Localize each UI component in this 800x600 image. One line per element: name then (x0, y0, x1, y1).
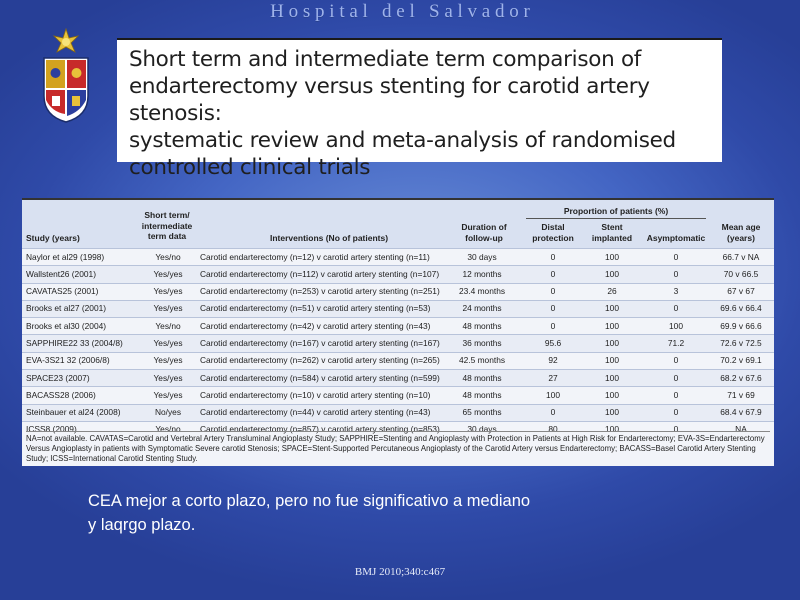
cell-age: 68.4 v 67.9 (720, 407, 762, 418)
cell-stent: 100 (605, 268, 619, 279)
cell-interventions: Carotid endarterectomy (n=167) v carotid artery stenting (n=167) (200, 337, 440, 348)
cell-interventions: Carotid endarterectomy (n=42) v carotid artery stenting (n=43) (200, 320, 431, 331)
cell-stent: 26 (607, 286, 617, 297)
cell-duration: 30 days (467, 424, 497, 435)
cell-age: 72.6 v 72.5 (720, 337, 762, 348)
cell-duration: 48 months (462, 320, 502, 331)
cell-study: ICSS8 (2009) (26, 424, 77, 435)
cell-stent: 100 (605, 372, 619, 383)
cell-study: Wallstent26 (2001) (26, 268, 96, 279)
cell-asym: 100 (669, 320, 683, 331)
cell-interventions: Carotid endarterectomy (n=262) v carotid artery stenting (n=265) (200, 355, 440, 366)
col-mean-age: Mean age (years) (721, 222, 761, 243)
cell-interventions: Carotid endarterectomy (n=51) v carotid artery stenting (n=53) (200, 303, 431, 314)
cell-short: Yes/yes (153, 303, 183, 314)
cell-stent: 100 (605, 320, 619, 331)
cell-study: Naylor et al29 (1998) (26, 251, 105, 262)
crest-icon (40, 28, 92, 124)
cell-study: EVA-3S21 32 (2006/8) (26, 355, 110, 366)
group-divider (526, 218, 706, 219)
article-title-line-4: controlled clinical trials (129, 155, 371, 180)
cell-stent: 100 (605, 337, 619, 348)
trials-table (22, 198, 774, 466)
cell-interventions: Carotid endarterectomy (n=12) v carotid artery stenting (n=11) (200, 251, 430, 262)
article-title-panel (117, 38, 722, 180)
cell-short: Yes/no (155, 320, 181, 331)
col-study: Study (years) (26, 233, 80, 243)
col-group-proportion: Proportion of patients (%) (563, 206, 669, 216)
cell-interventions: Carotid endarterectomy (n=857) v carotid artery stenting (n=853) (200, 424, 440, 435)
table-row (22, 317, 774, 334)
cell-age: 70.2 v 69.1 (720, 355, 762, 366)
cell-duration: 23.4 months (458, 286, 506, 297)
table-row (22, 300, 774, 317)
cell-asym: 0 (673, 389, 679, 400)
cell-short: Yes/yes (153, 355, 183, 366)
cell-distal: 80 (548, 424, 558, 435)
table-header (22, 200, 774, 248)
cell-distal: 92 (548, 355, 558, 366)
cell-distal: 27 (548, 372, 558, 383)
cell-age: 68.2 v 67.6 (720, 372, 762, 383)
table-row (22, 283, 774, 300)
cell-age: NA (735, 424, 747, 435)
table-row (22, 386, 774, 403)
cell-stent: 100 (605, 424, 619, 435)
cell-interventions: Carotid endarterectomy (n=584) v carotid artery stenting (n=599) (200, 372, 440, 383)
col-duration: Duration of follow-up (461, 222, 507, 243)
cell-short: Yes/no (155, 251, 181, 262)
cell-short: Yes/yes (153, 286, 183, 297)
table-row (22, 404, 774, 421)
col-stent: Stent implanted (591, 222, 633, 243)
col-distal: Distal protection (532, 222, 574, 243)
cell-study: Brooks et al30 (2004) (26, 320, 107, 331)
cell-distal: 0 (550, 268, 556, 279)
slide-note-line-2: y laqrgo plazo. (88, 516, 196, 534)
cell-age: 71 v 69 (727, 389, 755, 400)
cell-asym: 0 (673, 251, 679, 262)
cell-age: 66.7 v NA (722, 251, 760, 262)
cell-asym: 0 (673, 407, 679, 418)
hospital-logo (40, 28, 92, 124)
col-interventions: Interventions (No of patients) (270, 233, 389, 243)
table-footnote: NA=not available. CAVATAS=Carotid and Vertebral Artery Transluminal Angioplasty Study; SAPPHIRE=Stenting and Angioplasty with Protection in Patients at High Risk for Endarterectomy; EVA-3S=Endarterectomy Versus Angioplasty in patients with Symptomatic Severe carotid Stenosis; SPACE=Stent-Supported Percutaneous Angioplasty of the Carotid Artery versus Endarterectomy; BACASS=Basel Carotid Artery Stenting Study; ICSS=International Carotid Stenting Study. (26, 431, 770, 464)
cell-stent: 100 (605, 407, 619, 418)
cell-distal: 0 (550, 407, 556, 418)
cell-distal: 0 (550, 320, 556, 331)
slide-note (88, 489, 728, 537)
cell-duration: 12 months (462, 268, 502, 279)
cell-asym: 0 (673, 355, 679, 366)
citation: BMJ 2010;340:c467 (354, 566, 446, 578)
cell-study: SPACE23 (2007) (26, 372, 90, 383)
cell-distal: 95.6 (544, 337, 562, 348)
cell-distal: 100 (546, 389, 560, 400)
cell-stent: 100 (605, 389, 619, 400)
cell-asym: 71.2 (667, 337, 685, 348)
table-row (22, 265, 774, 282)
hospital-header: H o s p i t a l d e l S a l v a d o r (270, 1, 530, 22)
table-body (22, 248, 774, 438)
table-row (22, 352, 774, 369)
cell-interventions: Carotid endarterectomy (n=44) v carotid artery stenting (n=43) (200, 407, 431, 418)
cell-duration: 65 months (462, 407, 502, 418)
article-title-line-1: Short term and intermediate term comparison of (129, 47, 642, 72)
cell-short: Yes/yes (153, 372, 183, 383)
cell-study: SAPPHIRE22 33 (2004/8) (26, 337, 123, 348)
cell-duration: 36 months (462, 337, 502, 348)
cell-stent: 100 (605, 251, 619, 262)
cell-asym: 0 (673, 372, 679, 383)
cell-asym: 0 (673, 303, 679, 314)
table-row (22, 334, 774, 351)
table-row (22, 369, 774, 386)
cell-short: No/yes (154, 407, 182, 418)
cell-distal: 0 (550, 303, 556, 314)
article-title-line-3: systematic review and meta-analysis of randomised (129, 128, 676, 153)
cell-asym: 0 (673, 268, 679, 279)
cell-asym: 0 (673, 424, 679, 435)
cell-age: 69.9 v 66.6 (720, 320, 762, 331)
cell-study: Steinbauer et al24 (2008) (26, 407, 121, 418)
cell-short: Yes/yes (153, 389, 183, 400)
article-title-line-2: endarterectomy versus stenting for carotid artery stenosis: (129, 74, 650, 126)
cell-age: 69.6 v 66.4 (720, 303, 762, 314)
cell-duration: 42.5 months (458, 355, 506, 366)
col-short-term: Short term/ intermediate term data (141, 210, 193, 241)
cell-duration: 48 months (462, 372, 502, 383)
cell-interventions: Carotid endarterectomy (n=112) v carotid artery stenting (n=107) (200, 268, 440, 279)
col-asymptomatic: Asymptomatic (646, 233, 706, 243)
cell-interventions: Carotid endarterectomy (n=253) v carotid artery stenting (n=251) (200, 286, 440, 297)
cell-asym: 3 (673, 286, 679, 297)
cell-short: Yes/no (155, 424, 181, 435)
cell-duration: 24 months (462, 303, 502, 314)
cell-interventions: Carotid endarterectomy (n=10) v carotid artery stenting (n=10) (200, 389, 431, 400)
cell-study: Brooks et al27 (2001) (26, 303, 107, 314)
slide-note-line-1: CEA mejor a corto plazo, pero no fue significativo a mediano (88, 492, 531, 510)
cell-short: Yes/yes (153, 268, 183, 279)
cell-stent: 100 (605, 355, 619, 366)
cell-duration: 30 days (467, 251, 497, 262)
cell-duration: 48 months (462, 389, 502, 400)
cell-distal: 0 (550, 251, 556, 262)
cell-short: Yes/yes (153, 337, 183, 348)
cell-distal: 0 (550, 286, 556, 297)
table-row (22, 248, 774, 265)
cell-stent: 100 (605, 303, 619, 314)
cell-study: BACASS28 (2006) (26, 389, 96, 400)
cell-age: 70 v 66.5 (723, 268, 759, 279)
cell-study: CAVATAS25 (2001) (26, 286, 99, 297)
cell-age: 67 v 67 (727, 286, 755, 297)
